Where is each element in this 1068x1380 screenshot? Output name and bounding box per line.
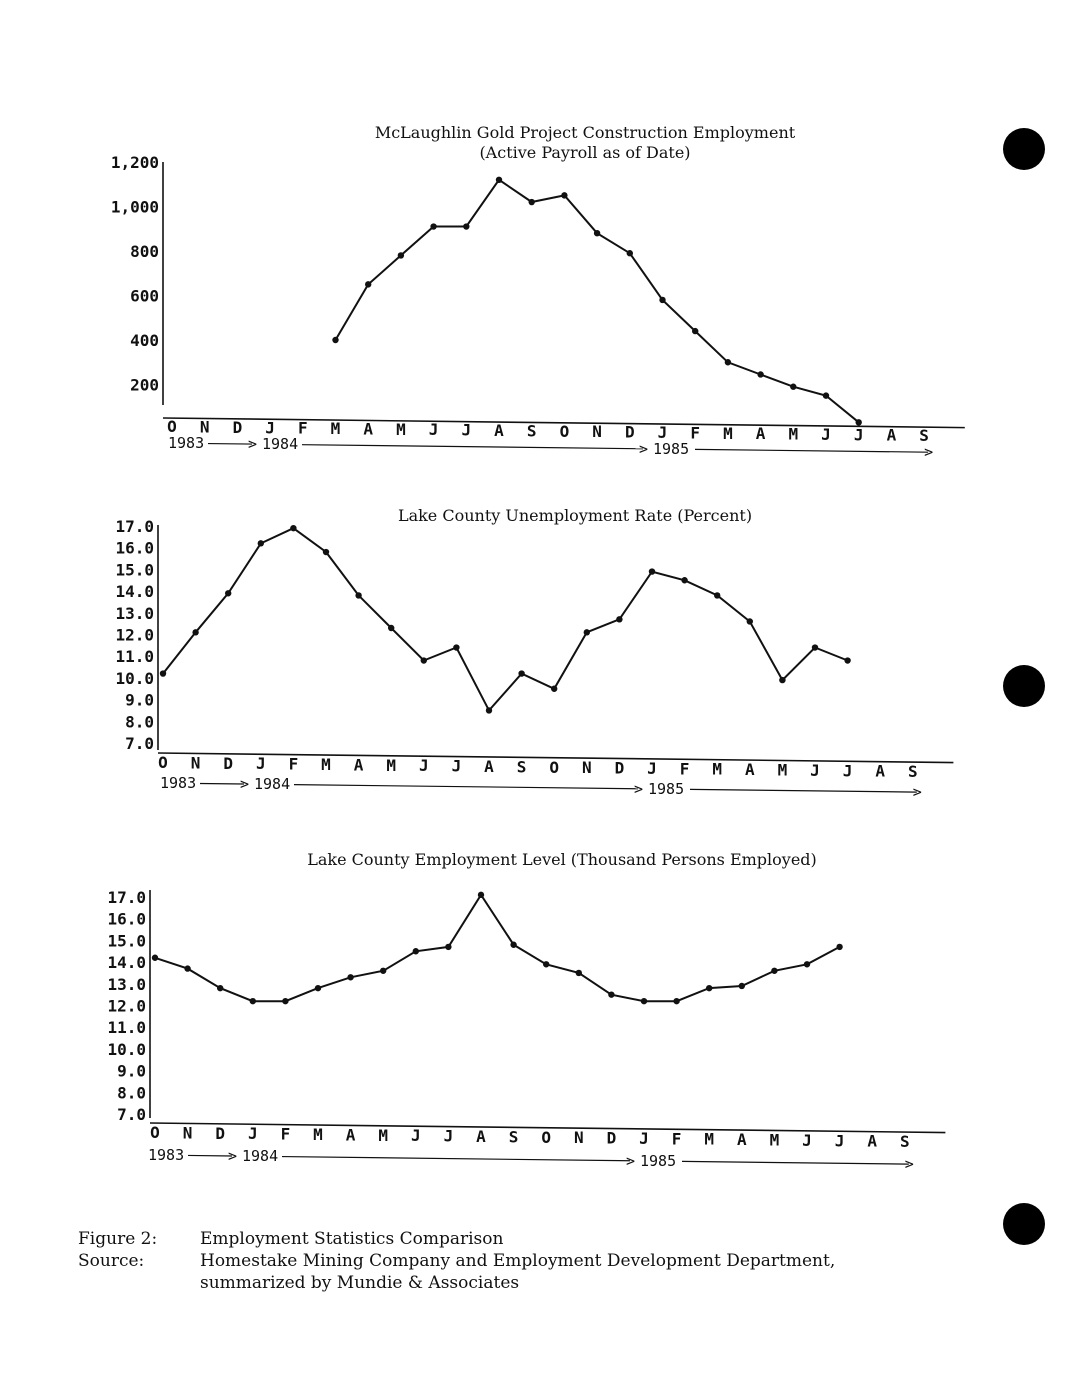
x-tick-label: J — [810, 760, 820, 780]
data-point — [551, 686, 557, 692]
data-point — [496, 177, 502, 183]
data-point — [584, 629, 590, 635]
data-point — [856, 419, 862, 425]
arrow-head: > — [912, 783, 922, 802]
x-tick-label: J — [410, 1126, 421, 1146]
source-label: Source: — [78, 1251, 145, 1271]
data-point — [225, 590, 231, 596]
binder-hole — [1003, 665, 1045, 707]
y-tick-label: 16.0 — [107, 909, 146, 929]
x-tick-label: F — [671, 1129, 682, 1149]
x-tick-label: M — [330, 419, 341, 439]
year-arrow — [282, 1157, 630, 1161]
x-tick-label: D — [232, 417, 243, 437]
data-point — [445, 944, 451, 950]
data-point — [398, 252, 404, 258]
year-label-1985: 1985 — [640, 1151, 677, 1170]
data-point — [380, 968, 386, 974]
x-tick-label: J — [255, 754, 266, 774]
y-tick-label: 11.0 — [115, 647, 154, 667]
y-tick-label: 15.0 — [107, 931, 146, 951]
data-point — [594, 230, 600, 236]
data-point — [706, 985, 712, 991]
y-tick-label: 14.0 — [107, 953, 146, 973]
data-point — [413, 948, 419, 954]
y-tick-label: 14.0 — [115, 582, 154, 602]
x-tick-label: J — [834, 1131, 845, 1151]
data-point — [258, 540, 264, 546]
y-tick-label: 1,000 — [110, 197, 159, 217]
x-tick-label: O — [559, 421, 570, 441]
data-point — [844, 657, 850, 663]
x-tick-label: D — [215, 1123, 226, 1143]
x-tick-label: J — [853, 425, 864, 445]
year-arrow — [200, 784, 244, 785]
arrow-head: > — [634, 779, 644, 798]
x-tick-label: J — [802, 1130, 812, 1150]
x-tick-label: F — [280, 1124, 291, 1144]
data-point — [463, 223, 469, 229]
year-label-1984: 1984 — [262, 435, 299, 454]
data-point — [608, 991, 614, 997]
data-point — [282, 998, 288, 1004]
x-tick-label: J — [657, 422, 668, 442]
x-tick-label: D — [223, 753, 234, 773]
data-point — [192, 629, 198, 635]
x-tick-label: J — [461, 420, 472, 440]
x-tick-label: J — [247, 1124, 258, 1144]
unemployment-rate-chart — [0, 495, 1068, 825]
y-tick-label: 12.0 — [107, 996, 146, 1016]
x-tick-label: N — [199, 417, 210, 437]
chart-title: Lake County Employment Level (Thousand Persons Employed) — [307, 850, 817, 869]
year-label-1984: 1984 — [254, 775, 291, 794]
y-tick-label: 9.0 — [125, 690, 154, 710]
data-point — [529, 199, 535, 205]
x-tick-label: O — [150, 1123, 160, 1143]
data-point — [250, 998, 256, 1004]
y-tick-label: 17.0 — [107, 888, 146, 907]
y-tick-label: 600 — [130, 286, 159, 306]
employment-level-chart — [0, 840, 1068, 1180]
x-tick-label: M — [396, 419, 406, 439]
year-label-1983: 1983 — [160, 774, 197, 793]
x-tick-label: A — [345, 1125, 356, 1145]
data-point — [347, 974, 353, 980]
x-axis — [158, 753, 953, 801]
x-tick-label: J — [842, 761, 853, 781]
data-point — [152, 955, 158, 961]
x-tick-label: O — [541, 1127, 552, 1147]
x-tick-label: J — [443, 1126, 454, 1146]
data-point — [478, 892, 484, 898]
y-tick-label: 10.0 — [107, 1039, 146, 1059]
x-tick-label: O — [167, 417, 177, 437]
x-axis — [163, 417, 965, 461]
x-tick-label: S — [919, 426, 929, 446]
y-tick-label: 15.0 — [115, 560, 154, 580]
x-tick-label: N — [190, 753, 201, 773]
y-axis — [111, 153, 163, 405]
year-label-1984: 1984 — [242, 1147, 279, 1166]
x-tick-label: J — [451, 756, 462, 776]
data-point — [757, 371, 763, 377]
x-tick-label: J — [265, 418, 275, 438]
x-tick-label: N — [592, 422, 602, 442]
x-tick-label: A — [494, 421, 504, 441]
x-tick-label: M — [712, 759, 723, 779]
x-tick-label: A — [476, 1126, 486, 1146]
y-tick-label: 17.0 — [115, 517, 154, 536]
year-label-1985: 1985 — [648, 779, 685, 798]
data-point — [365, 281, 371, 287]
data-point — [739, 983, 745, 989]
source-line-2: summarized by Mundie & Associates — [200, 1273, 520, 1293]
data-point — [771, 968, 777, 974]
data-point — [659, 297, 665, 303]
data-point — [747, 618, 753, 624]
y-tick-label: 800 — [130, 242, 159, 261]
year-arrow — [695, 449, 928, 452]
x-axis — [148, 1123, 945, 1173]
x-tick-label: S — [899, 1132, 910, 1152]
data-point — [804, 961, 810, 967]
y-tick-label: 9.0 — [117, 1061, 146, 1081]
x-tick-label: S — [516, 757, 527, 777]
y-tick-label: 7.0 — [125, 734, 154, 753]
y-tick-label: 12.0 — [115, 625, 154, 645]
arrow-head: > — [240, 775, 250, 794]
data-point — [430, 223, 436, 229]
y-tick-label: 7.0 — [117, 1105, 146, 1124]
x-tick-label: F — [297, 418, 308, 438]
data-point — [641, 998, 647, 1004]
data-point — [290, 525, 296, 531]
data-point — [355, 592, 361, 598]
x-tick-label: M — [386, 755, 397, 775]
data-point — [332, 337, 338, 343]
x-tick-label: M — [704, 1129, 715, 1149]
data-point — [681, 577, 687, 583]
x-tick-label: N — [573, 1128, 584, 1148]
chart-title: Lake County Unemployment Rate (Percent) — [397, 506, 753, 525]
x-tick-label: J — [639, 1128, 649, 1148]
x-tick-label: A — [736, 1130, 747, 1150]
x-tick-label: M — [313, 1125, 323, 1145]
data-point — [576, 970, 582, 976]
arrow-head: > — [904, 1155, 914, 1174]
x-tick-label: S — [526, 421, 537, 441]
data-point — [323, 549, 329, 555]
arrow-head: > — [228, 1146, 238, 1165]
x-tick-label: O — [158, 753, 168, 773]
data-point — [673, 998, 679, 1004]
data-point — [692, 328, 698, 334]
x-tick-label: A — [353, 755, 364, 775]
data-point — [543, 961, 549, 967]
x-tick-label: S — [907, 762, 918, 782]
figure-text: Employment Statistics Comparison — [200, 1229, 504, 1249]
year-arrow — [682, 1161, 909, 1164]
figure-label: Figure 2: — [78, 1229, 158, 1249]
binder-hole — [1003, 128, 1045, 170]
chart-subtitle: (Active Payroll as of Date) — [479, 143, 691, 162]
data-point — [510, 942, 516, 948]
source-line-1: Homestake Mining Company and Employment Development Department, — [200, 1251, 836, 1271]
data-point — [184, 965, 190, 971]
x-tick-label: A — [886, 425, 897, 445]
data-point — [812, 644, 818, 650]
data-point — [160, 670, 166, 676]
year-arrow — [294, 785, 638, 789]
arrow-head: > — [626, 1151, 636, 1170]
construction-employment-chart — [0, 100, 1068, 480]
y-tick-label: 200 — [130, 375, 159, 395]
y-tick-label: 8.0 — [125, 712, 154, 732]
data-point — [421, 657, 427, 663]
data-point — [823, 392, 829, 398]
arrow-head: > — [639, 439, 649, 458]
x-tick-label: A — [867, 1131, 878, 1151]
x-tick-label: M — [777, 760, 788, 780]
x-tick-label: O — [549, 757, 560, 777]
year-arrow — [188, 1155, 232, 1156]
year-arrow — [208, 444, 252, 445]
x-tick-label: F — [690, 423, 701, 443]
y-tick-label: 400 — [130, 331, 159, 350]
x-tick-label: F — [288, 754, 299, 774]
x-tick-label: D — [606, 1128, 617, 1148]
x-tick-label: J — [821, 424, 831, 444]
year-label-1985: 1985 — [653, 439, 690, 458]
y-axis — [107, 888, 150, 1124]
y-tick-label: 1,200 — [110, 153, 159, 172]
data-point — [725, 359, 731, 365]
x-tick-label: N — [581, 758, 592, 778]
data-point — [486, 707, 492, 713]
binder-hole — [1003, 1203, 1045, 1245]
data-point — [217, 985, 223, 991]
x-tick-label: A — [755, 424, 766, 444]
year-arrow — [690, 789, 917, 792]
x-tick-label: A — [363, 419, 374, 439]
arrow-head: > — [248, 435, 258, 454]
plot-area — [332, 177, 862, 426]
x-tick-label: D — [614, 758, 625, 778]
y-tick-label: 11.0 — [107, 1018, 146, 1038]
data-point — [388, 625, 394, 631]
series-line — [163, 528, 848, 710]
plot-area — [160, 525, 851, 714]
x-tick-label: M — [788, 424, 799, 444]
year-label-1983: 1983 — [148, 1145, 185, 1164]
data-point — [315, 985, 321, 991]
data-point — [518, 670, 524, 676]
figure-caption — [78, 1228, 835, 1294]
y-tick-label: 13.0 — [107, 974, 146, 994]
x-tick-label: J — [428, 420, 439, 440]
y-tick-label: 10.0 — [115, 668, 154, 688]
plot-area — [152, 892, 843, 1005]
x-tick-label: A — [875, 761, 886, 781]
x-tick-label: A — [484, 756, 494, 776]
x-tick-label: J — [647, 758, 657, 778]
data-point — [561, 192, 567, 198]
x-tick-label: M — [378, 1125, 389, 1145]
year-arrow — [302, 445, 643, 449]
series-line — [155, 895, 840, 1001]
data-point — [453, 644, 459, 650]
y-tick-label: 8.0 — [117, 1083, 146, 1103]
x-tick-label: N — [182, 1123, 193, 1143]
data-point — [627, 250, 633, 256]
y-tick-label: 16.0 — [115, 538, 154, 558]
y-tick-label: 13.0 — [115, 603, 154, 623]
data-point — [836, 944, 842, 950]
x-tick-label: S — [508, 1127, 519, 1147]
x-tick-label: M — [723, 423, 733, 443]
chart-title: McLaughlin Gold Project Construction Employment — [374, 123, 796, 142]
x-tick-label: J — [418, 756, 429, 776]
data-point — [779, 677, 785, 683]
x-tick-label: F — [679, 759, 690, 779]
series-line — [336, 180, 859, 422]
x-tick-label: A — [744, 760, 755, 780]
x-tick-label: M — [321, 755, 331, 775]
x-tick-label: D — [624, 422, 635, 442]
data-point — [714, 592, 720, 598]
data-point — [616, 616, 622, 622]
arrow-head: > — [924, 443, 934, 462]
data-point — [790, 384, 796, 390]
y-axis — [115, 517, 158, 753]
year-label-1983: 1983 — [168, 434, 205, 453]
x-tick-label: M — [769, 1130, 780, 1150]
data-point — [649, 568, 655, 574]
